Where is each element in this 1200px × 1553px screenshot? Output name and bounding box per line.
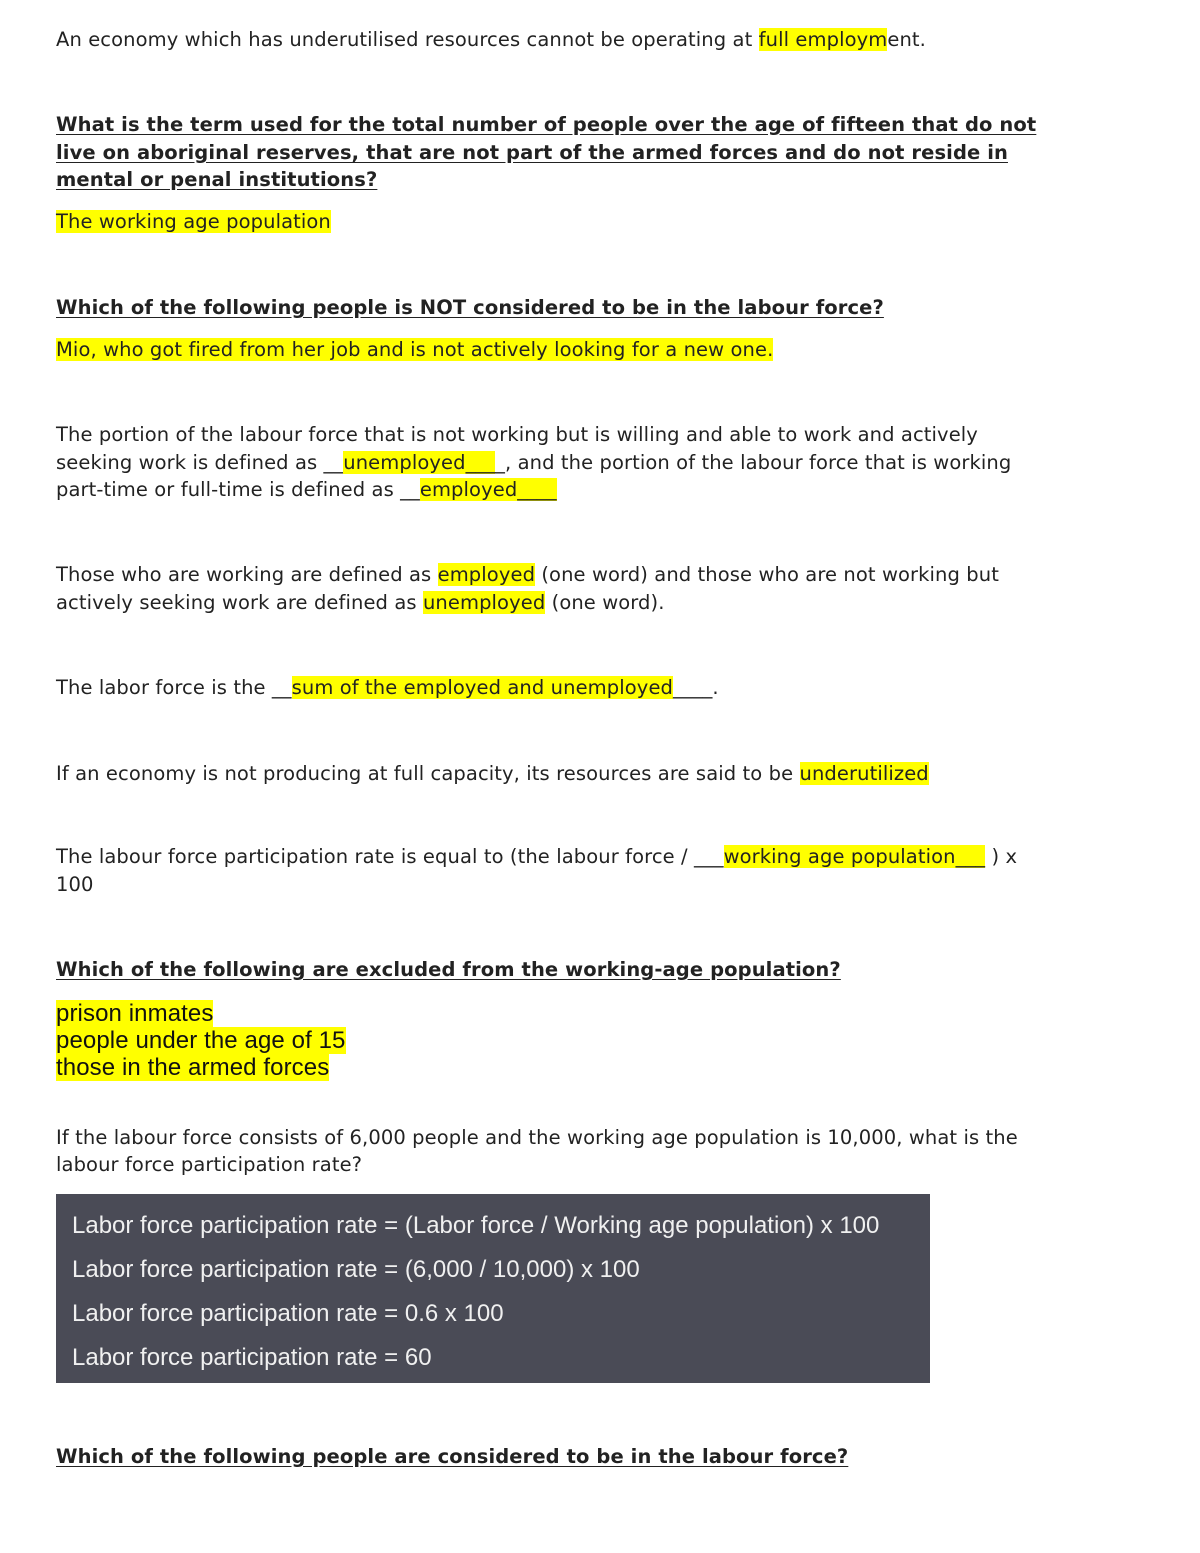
answer-3-item	[56, 1000, 213, 1027]
text-segment: An economy which has underutilised resources cannot be operating at	[56, 28, 759, 51]
text-segment: Those who are working are defined as	[56, 563, 438, 586]
statement-full-employment	[56, 26, 926, 53]
highlighted-answer: sum of the employed and unemployed	[291, 676, 674, 699]
calculation-box	[56, 1194, 930, 1383]
text-segment: seeking work is defined as __	[56, 451, 344, 474]
text-segment: ent.	[887, 28, 926, 51]
statement-labour-portion-line-1: The portion of the labour force that is not working but is willing and able to work and actively	[56, 423, 978, 446]
text-segment: _, and the portion of the labour force that is working	[495, 451, 1012, 474]
highlighted-answer: The working age population	[56, 210, 331, 233]
highlighted-answer: people under the age of 15	[56, 1027, 346, 1054]
text-segment: ____.	[673, 676, 719, 699]
statement-underutilized	[56, 760, 929, 787]
problem-line-1: If the labour force consists of 6,000 people and the working age population is 10,000, what is the	[56, 1126, 1018, 1149]
highlighted-answer: working age population___	[723, 845, 986, 868]
answer-1	[56, 208, 331, 235]
calculation-line: Labor force participation rate = 60	[72, 1344, 432, 1371]
highlighted-answer: employed____	[419, 478, 557, 501]
question-3: Which of the following are excluded from the working-age population?	[56, 958, 841, 981]
calculation-line: Labor force participation rate = (6,000 / 10,000) x 100	[72, 1256, 640, 1283]
statement-labor-force	[56, 674, 719, 701]
text-segment: If an economy is not producing at full capacity, its resources are said to be	[56, 762, 800, 785]
answer-2	[56, 336, 773, 363]
highlighted-answer: unemployed___	[343, 451, 496, 474]
highlighted-answer: unemployed	[422, 591, 546, 614]
text-segment: (one word) and those who are not working but	[535, 563, 999, 586]
highlighted-answer: underutilized	[799, 762, 929, 785]
statement-employed-line-2	[56, 589, 665, 616]
text-segment: actively seeking work are defined as	[56, 591, 423, 614]
text-segment: The labour force participation rate is equal to (the labour force / ___	[56, 845, 724, 868]
question-1-line-3: mental or penal institutions?	[56, 168, 378, 191]
answer-3-item	[56, 1027, 346, 1054]
question-4: Which of the following people are considered to be in the labour force?	[56, 1445, 849, 1468]
answer-3-item	[56, 1054, 329, 1081]
statement-participation-rate-line-2: 100	[56, 873, 94, 896]
text-segment: part-time or full-time is defined as __	[56, 478, 420, 501]
calculation-line: Labor force participation rate = 0.6 x 100	[72, 1300, 504, 1327]
statement-employed-line-1	[56, 561, 999, 588]
text-segment: (one word).	[545, 591, 665, 614]
highlighted-answer: employed	[437, 563, 536, 586]
text-segment: ) x	[985, 845, 1018, 868]
problem-line-2: labour force participation rate?	[56, 1153, 363, 1176]
highlighted-answer: full employm	[758, 28, 888, 51]
highlighted-answer: those in the armed forces	[56, 1054, 330, 1081]
highlighted-answer: Mio, who got fired from her job and is not actively looking for a new one.	[56, 338, 774, 361]
statement-labour-portion-line-2	[56, 449, 1011, 476]
calculation-line: Labor force participation rate = (Labor force / Working age population) x 100	[72, 1212, 880, 1239]
highlighted-answer: prison inmates	[56, 1000, 214, 1027]
text-segment: The labor force is the __	[56, 676, 292, 699]
question-2: Which of the following people is NOT considered to be in the labour force?	[56, 296, 884, 319]
question-1-line-2: live on aboriginal reserves, that are not part of the armed forces and do not reside in	[56, 141, 1008, 164]
statement-participation-rate-line-1	[56, 843, 1017, 870]
question-1-line-1: What is the term used for the total number of people over the age of fifteen that do not	[56, 113, 1037, 136]
statement-labour-portion-line-3	[56, 476, 557, 503]
